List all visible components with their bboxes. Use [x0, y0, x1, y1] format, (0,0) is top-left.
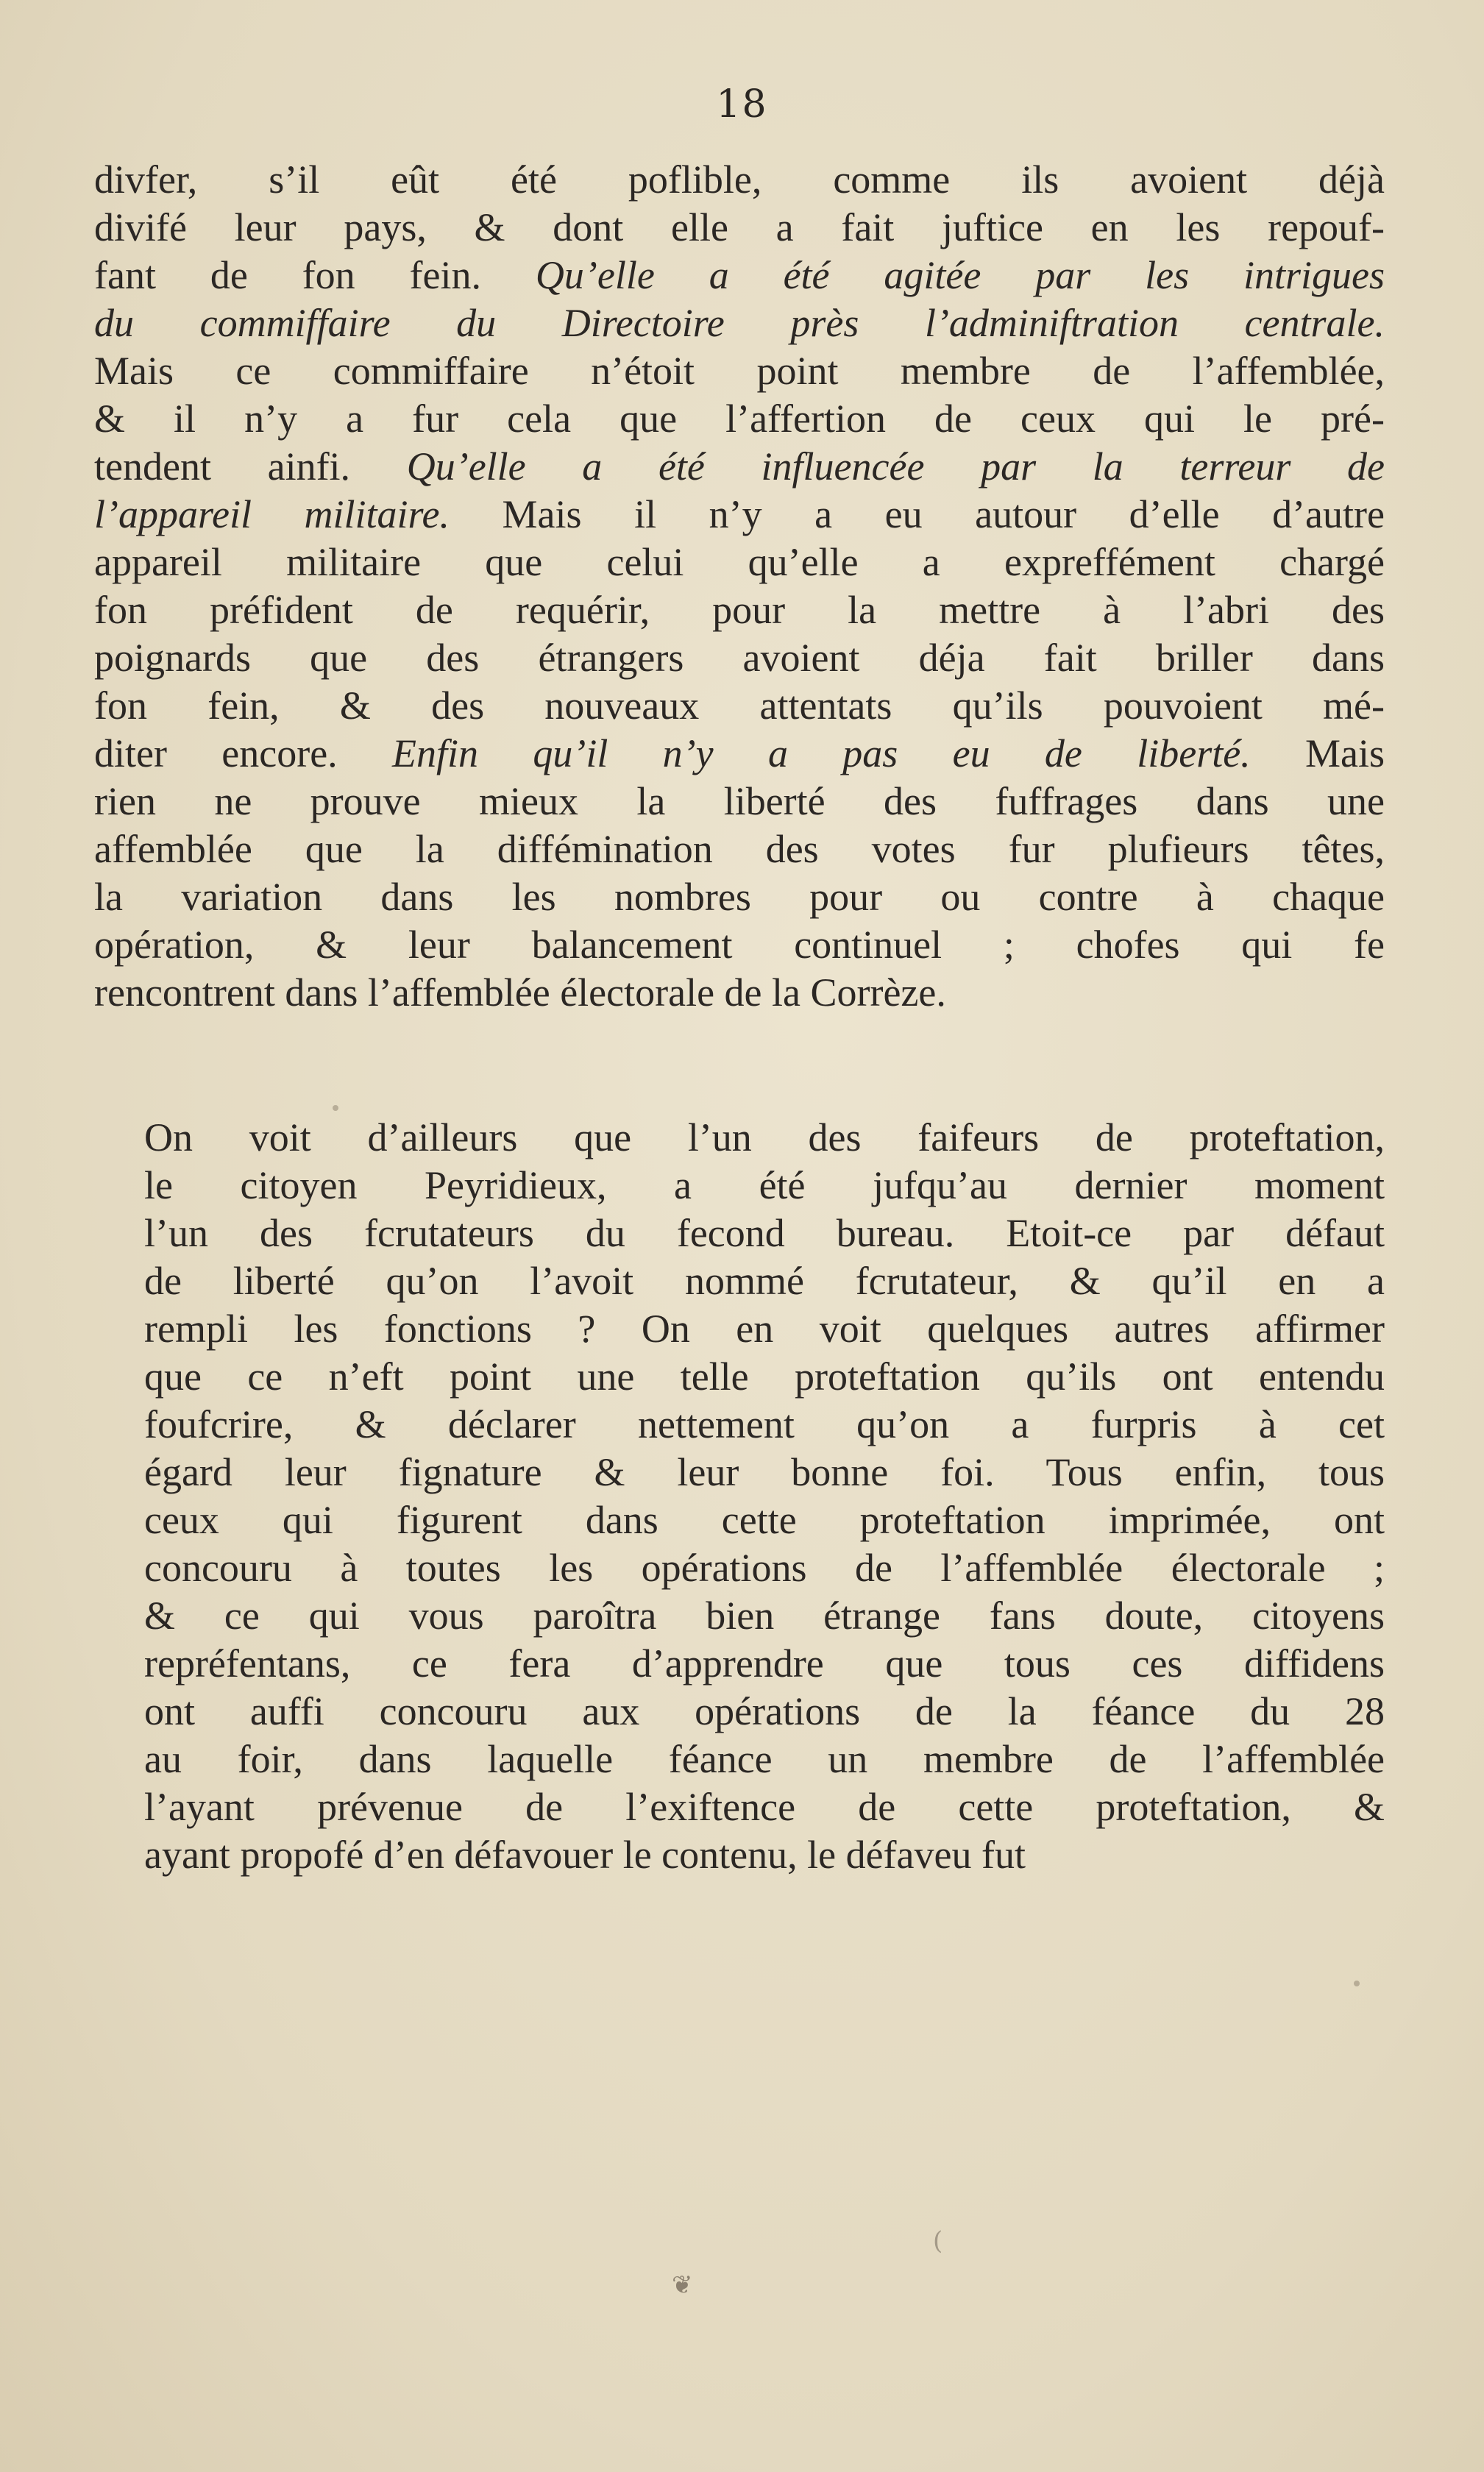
page-number: 18 — [716, 82, 768, 127]
text-segment: fant de fon fein. — [94, 253, 536, 297]
paragraph-2 — [94, 1114, 1385, 1879]
italic-text-segment: Enfin qu’il n’y a pas eu de liberté. — [392, 731, 1251, 775]
text-segment: l’un des fcrutateurs du fecond bureau. Etoit-ce par défaut — [144, 1211, 1385, 1255]
text-segment: divifé leur pays, & dont elle a fait juftice en les repouf- — [94, 205, 1385, 249]
text-segment: diter encore. — [94, 731, 393, 775]
text-segment: appareil militaire que celui qu’elle a expreffément chargé — [94, 540, 1385, 584]
text-segment: rien ne prouve mieux la liberté des fuffrages dans une — [94, 779, 1385, 823]
paper-speck — [333, 1105, 338, 1111]
text-segment: poignards que des étrangers avoient déja fait briller dans — [94, 636, 1385, 680]
italic-text-segment: Qu’elle a été agitée par les intrigues — [535, 253, 1385, 297]
text-line — [94, 299, 1385, 347]
text-segment: au foir, dans laquelle féance un membre de l’affemblée — [144, 1737, 1385, 1781]
text-line — [94, 252, 1385, 299]
text-line — [94, 156, 1385, 204]
text-segment: On voit d’ailleurs que l’un des faifeurs de proteftation, — [144, 1115, 1385, 1159]
text-segment: ayant propofé d’en défavouer le contenu, le défaveu fut — [144, 1833, 1026, 1877]
text-segment: ont auffi concouru aux opérations de la féance du 28 — [144, 1689, 1385, 1733]
text-line — [94, 1257, 1385, 1305]
text-segment: foufcrire, & déclarer nettement qu’on a furpris à cet — [144, 1402, 1385, 1446]
text-line — [94, 1640, 1385, 1688]
text-line — [94, 730, 1385, 778]
text-line — [94, 1544, 1385, 1592]
text-line — [94, 1210, 1385, 1257]
ink-mark: ( — [933, 2226, 943, 2256]
text-line — [94, 1592, 1385, 1640]
italic-text-segment: Qu’elle a été influencée par la terreur de — [406, 444, 1385, 489]
text-line — [94, 682, 1385, 730]
italic-text-segment: du commiffaire du Directoire près l’adminiftration centrale. — [94, 301, 1385, 345]
text-segment: repréfentans, ce fera d’apprendre que tous ces diffidens — [144, 1641, 1385, 1686]
text-segment: divfer, s’il eût été poflible, comme ils avoient déjà — [94, 157, 1385, 202]
text-line — [94, 443, 1385, 491]
text-segment: affemblée que la diffémination des votes fur plufieurs têtes, — [94, 827, 1385, 871]
text-line — [94, 969, 1385, 1017]
text-segment: & il n’y a fur cela que l’affertion de ceux qui le pré- — [94, 397, 1385, 441]
text-segment: l’ayant prévenue de l’exiftence de cette proteftation, & — [144, 1785, 1385, 1829]
paper-speck — [1354, 1981, 1360, 1986]
text-line — [94, 778, 1385, 825]
text-segment: Mais il n’y a eu autour d’elle d’autre — [450, 492, 1385, 536]
text-segment: fon préfident de requérir, pour la mettre à l’abri des — [94, 588, 1385, 632]
text-line — [94, 1305, 1385, 1353]
text-line — [94, 347, 1385, 395]
text-line — [94, 634, 1385, 682]
text-line — [94, 586, 1385, 634]
text-segment: tendent ainfi. — [94, 444, 407, 489]
text-segment: Mais ce commiffaire n’étoit point membre de l’affemblée, — [94, 349, 1385, 393]
ink-mark: ❦ — [672, 2270, 693, 2300]
text-line — [94, 1783, 1385, 1831]
text-line — [94, 1496, 1385, 1544]
text-line — [94, 395, 1385, 443]
text-segment: ceux qui figurent dans cette proteftation imprimée, ont — [144, 1498, 1385, 1542]
text-segment: égard leur fignature & leur bonne foi. Tous enfin, tous — [144, 1450, 1385, 1494]
text-segment: concouru à toutes les opérations de l’affemblée électorale ; — [144, 1546, 1385, 1590]
text-segment: fon fein, & des nouveaux attentats qu’ils pouvoient mé- — [94, 683, 1385, 728]
text-line — [94, 825, 1385, 873]
text-line — [94, 873, 1385, 921]
text-segment: la variation dans les nombres pour ou contre à chaque — [94, 875, 1385, 919]
text-line — [94, 1736, 1385, 1783]
text-segment: rempli les fonctions ? On en voit quelques autres affirmer — [144, 1307, 1385, 1351]
text-line — [94, 1114, 1385, 1162]
text-segment: Mais — [1250, 731, 1385, 775]
text-line — [94, 1353, 1385, 1401]
text-line — [94, 1449, 1385, 1496]
paragraph-1 — [94, 156, 1385, 1017]
text-segment: de liberté qu’on l’avoit nommé fcrutateur, & qu’il en a — [144, 1259, 1385, 1303]
text-line — [94, 1688, 1385, 1736]
text-line — [94, 539, 1385, 586]
text-segment: & ce qui vous paroîtra bien étrange fans doute, citoyens — [144, 1594, 1385, 1638]
text-line — [94, 204, 1385, 252]
text-line — [94, 921, 1385, 969]
text-line — [94, 1162, 1385, 1210]
text-line — [94, 1401, 1385, 1449]
text-line — [94, 491, 1385, 539]
italic-text-segment: l’appareil militaire. — [94, 492, 450, 536]
text-segment: que ce n’eft point une telle proteftation qu’ils ont entendu — [144, 1354, 1385, 1399]
text-segment: opération, & leur balancement continuel ; chofes qui fe — [94, 923, 1385, 967]
text-line — [94, 1831, 1385, 1879]
text-segment: rencontrent dans l’affemblée électorale de la Corrèze. — [94, 970, 946, 1015]
text-segment: le citoyen Peyridieux, a été jufqu’au dernier moment — [144, 1163, 1385, 1207]
